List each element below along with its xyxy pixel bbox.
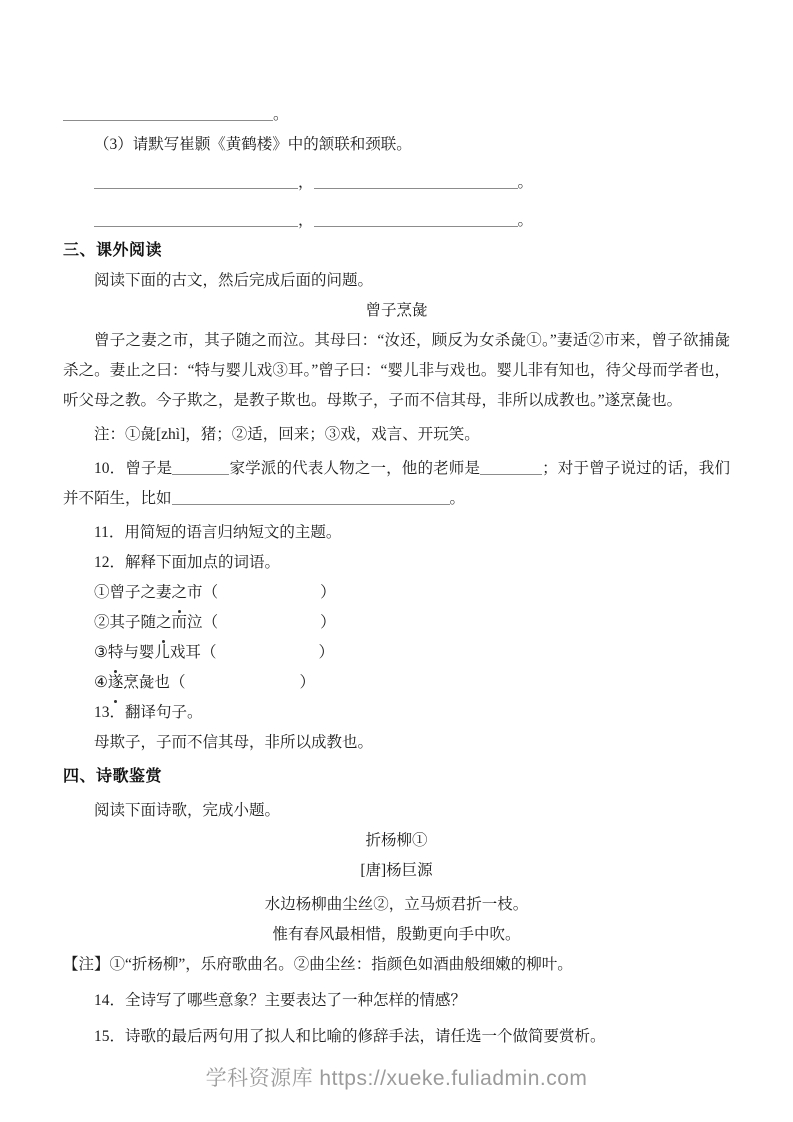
punctuation: ） [299, 674, 315, 691]
answer-blank [94, 175, 298, 189]
item-text: 与婴儿戏耳 [123, 644, 201, 661]
punctuation: ） [320, 614, 336, 631]
item-number: ④ [94, 674, 108, 691]
dotted-character: 遂 [108, 668, 124, 698]
question-12-item-4 [63, 668, 730, 698]
punctuation: （ [169, 674, 186, 691]
punctuation: 。 [517, 212, 534, 229]
section-3-intro: 阅读下面的古文，然后完成后面的问题。 [94, 272, 374, 289]
punctuation: ， [298, 212, 314, 229]
question-10-text: 10．曾子是 [94, 460, 173, 477]
item-text: 烹彘也 [123, 674, 170, 691]
answer-blank [480, 461, 542, 475]
section-4-intro: 阅读下面诗歌，完成小题。 [94, 802, 281, 819]
answer-blank [314, 213, 518, 227]
question-10-text: 家学派的代表人物之一，他的老师是 [229, 460, 481, 477]
section-heading-4: 四、诗歌鉴赏 [63, 768, 163, 785]
punctuation: （ [202, 584, 219, 601]
site-watermark: 学科资源库 https://xueke.fuliadmin.com [205, 1067, 588, 1090]
punctuation: （ [202, 614, 219, 631]
poem-note: 【注】①“折杨柳”，乐府歌曲名。②曲尘丝：指颜色如酒曲般细嫩的柳叶。 [63, 956, 573, 973]
answer-blank [172, 461, 229, 475]
answer-blank [94, 213, 298, 227]
dotted-character: 之 [172, 578, 188, 608]
punctuation: ） [318, 644, 334, 661]
punctuation: 。 [449, 490, 466, 507]
question-15: 15．诗歌的最后两句用了拟人和比喻的修辞手法，请任选一个做简要赏析。 [94, 1028, 606, 1045]
item-number: ③ [94, 644, 108, 661]
question-3-prompt: （3）请默写崔颢《黄鹤楼》中的颔联和颈联。 [94, 136, 412, 153]
item-text: 市 [187, 584, 203, 601]
question-12: 12．解释下面加点的词语。 [94, 554, 281, 571]
fill-blank-line-top [63, 100, 730, 130]
passage-title: 曾子烹彘 [365, 302, 428, 319]
answer-blank-line-1 [63, 168, 730, 198]
answer-blank [314, 175, 518, 189]
poem-line-2: 惟有春风最相惜，殷勤更向手中吹。 [272, 926, 521, 943]
item-text: 而泣 [171, 614, 203, 631]
question-10-text: ；对于曾子说过的话，我们并不陌生，比如 [63, 460, 730, 507]
dotted-character: 之 [156, 608, 172, 638]
question-13-sentence: 母欺子，子而不信其母，非所以成教也。 [94, 734, 374, 751]
item-text: 曾子之妻 [109, 584, 172, 601]
item-number: ① [94, 584, 110, 601]
punctuation: ， [298, 174, 314, 191]
punctuation: ） [320, 584, 336, 601]
question-10 [63, 454, 730, 514]
poem-line-1: 水边杨柳曲尘丝②，立马烦君折一枝。 [264, 896, 529, 913]
item-number: ② [94, 614, 110, 631]
poem-title: 折杨柳① [365, 832, 428, 849]
dotted-character: 特 [108, 638, 124, 668]
punctuation: 。 [517, 174, 534, 191]
answer-blank [172, 491, 450, 505]
punctuation: 。 [273, 106, 289, 123]
answer-blank-line-2 [63, 206, 730, 236]
passage-note: 注：①彘[zhì]，猪；②适，回来；③戏，戏言、开玩笑。 [94, 426, 480, 443]
question-14: 14．全诗写了哪些意象？主要表达了一种怎样的情感？ [94, 992, 467, 1009]
item-text: 其子随 [109, 614, 157, 631]
answer-blank [63, 107, 273, 121]
question-12-item-1 [63, 578, 730, 608]
question-11: 11．用简短的语言归纳短文的主题。 [94, 524, 342, 541]
punctuation: （ [200, 644, 217, 661]
question-13: 13．翻译句子。 [94, 704, 203, 721]
poem-author: [唐]杨巨源 [360, 862, 433, 879]
classical-passage: 曾子之妻之市，其子随之而泣。其母曰：“汝还，顾反为女杀彘①。”妻适②市来，曾子欲捕彘杀之。妻止之曰：“特与婴儿戏③耳。”曾子曰：“婴儿非与戏也。婴儿非有知也，待父母而学者也，听父母之教。今子欺之，是教子欺也。母欺子，子而不信其母，非所以成教也。”遂烹彘也。 [63, 332, 730, 409]
question-12-item-2 [63, 608, 730, 638]
section-heading-3: 三、课外阅读 [63, 242, 163, 259]
